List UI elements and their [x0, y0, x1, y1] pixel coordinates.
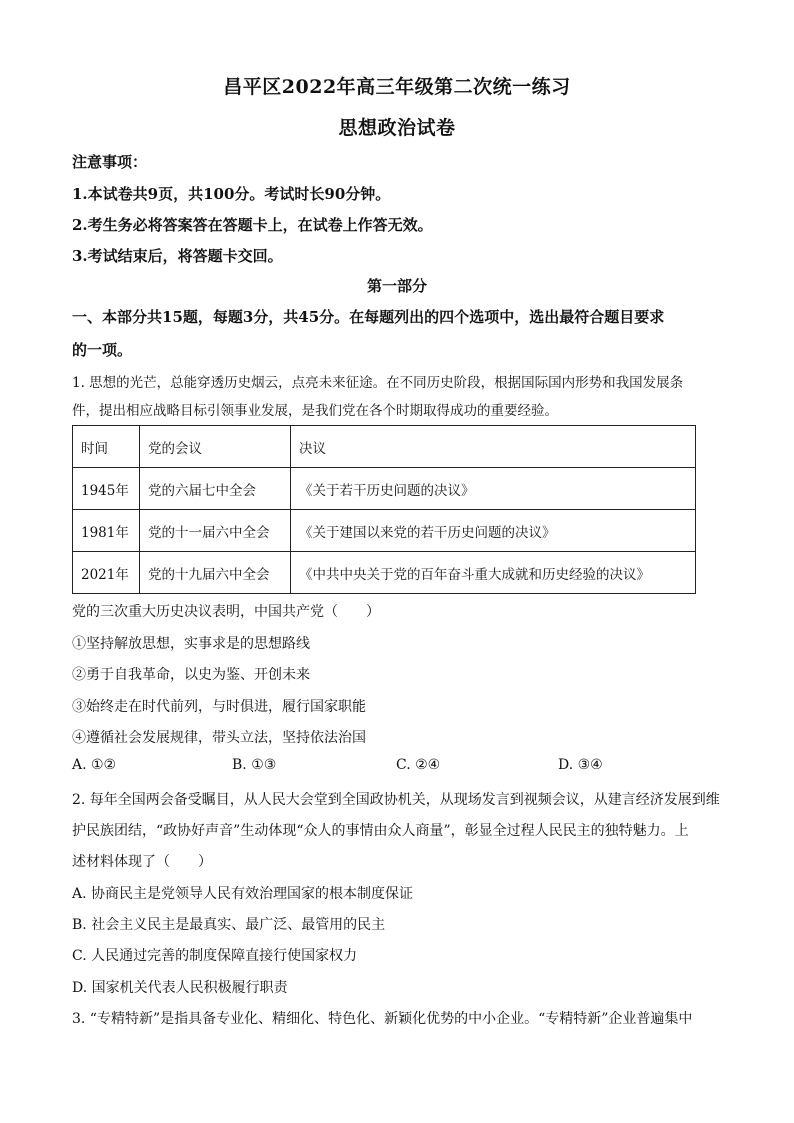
- q2-option-a[interactable]: A. 协商民主是党领导人民有效治理国家的根本制度保证: [72, 886, 414, 902]
- notice-heading: 注意事项：: [72, 153, 148, 171]
- q1-statement: ②勇于自我革命，以史为鉴、开创未来: [72, 667, 310, 683]
- table-row: [73, 468, 696, 510]
- table-cell: 1981年: [73, 510, 140, 552]
- table-cell: 党的六届七中全会: [140, 468, 291, 510]
- table-row: [73, 552, 696, 594]
- table-header-cell: 党的会议: [140, 426, 291, 468]
- table-header-row: [73, 426, 696, 468]
- table-cell: 1945年: [73, 468, 140, 510]
- resolutions-table: [72, 425, 696, 594]
- table-row: [73, 510, 696, 552]
- exam-title: 昌平区2022年高三年级第二次统一练习: [223, 76, 571, 98]
- table-cell: 党的十一届六中全会: [140, 510, 291, 552]
- table-header-cell: 决议: [291, 426, 696, 468]
- part-instruction-line1: 一、本部分共15题，每题3分，共45分。在每题列出的四个选项中，选出最符合题目要求: [72, 308, 665, 326]
- notice-item: 1.本试卷共9页，共100分。考试时长90分钟。: [72, 185, 391, 203]
- notice-item: 3.考试结束后，将答题卡交回。: [72, 247, 283, 265]
- table-header-cell: 时间: [73, 426, 140, 468]
- table-cell: 《关于若干历史问题的决议》: [291, 468, 696, 510]
- q1-option-d[interactable]: D. ③④: [558, 757, 603, 773]
- q2-stem-line1: 2. 每年全国两会备受瞩目，从人民大会堂到全国政协机关，从现场发言到视频会议，从建言经济发展到维: [72, 792, 720, 808]
- exam-subtitle: 思想政治试卷: [338, 117, 456, 139]
- part-title: 第一部分: [366, 277, 427, 295]
- q1-statement: ④遵循社会发展规律，带头立法，坚持依法治国: [72, 730, 366, 746]
- notice-item: 2.考生务必将答案答在答题卡上，在试卷上作答无效。: [72, 216, 433, 234]
- q3-stem-line1: 3. “专精特新”是指具备专业化、精细化、特色化、新颖化优势的中小企业。“专精特新”企业普遍集中: [72, 1011, 693, 1027]
- table-cell: 2021年: [73, 552, 140, 594]
- q2-stem-line3: 述材料体现了（ ）: [72, 854, 212, 870]
- table-cell: 《关于建国以来党的若干历史问题的决议》: [291, 510, 696, 552]
- q1-stem-line1: 1. 思想的光芒，总能穿透历史烟云，点亮未来征途。在不同历史阶段，根据国际国内形势和我国发展条: [72, 375, 684, 391]
- q1-option-b[interactable]: B. ①③: [232, 757, 277, 773]
- part-instruction-line2: 的一项。: [72, 341, 133, 359]
- q2-option-b[interactable]: B. 社会主义民主是最真实、最广泛、最管用的民主: [72, 917, 386, 933]
- table-cell: 《中共中央关于党的百年奋斗重大成就和历史经验的决议》: [291, 552, 696, 594]
- q1-statement: ③始终走在时代前列，与时俱进，履行国家职能: [72, 699, 366, 715]
- q2-stem-line2: 护民族团结，“政协好声音”生动体现“众人的事情由众人商量”，彰显全过程人民民主的独特魅力。上: [72, 823, 689, 839]
- q2-option-c[interactable]: C. 人民通过完善的制度保障直接行使国家权力: [72, 948, 358, 964]
- q1-question: 党的三次重大历史决议表明，中国共产党（ ）: [72, 604, 380, 620]
- q2-option-d[interactable]: D. 国家机关代表人民积极履行职责: [72, 980, 288, 996]
- q1-option-a[interactable]: A. ①②: [72, 757, 117, 773]
- q1-option-c[interactable]: C. ②④: [396, 757, 441, 773]
- q1-statement: ①坚持解放思想，实事求是的思想路线: [72, 636, 310, 652]
- q1-stem-line2: 件，提出相应战略目标引领事业发展，是我们党在各个时期取得成功的重要经验。: [72, 403, 558, 419]
- table-cell: 党的十九届六中全会: [140, 552, 291, 594]
